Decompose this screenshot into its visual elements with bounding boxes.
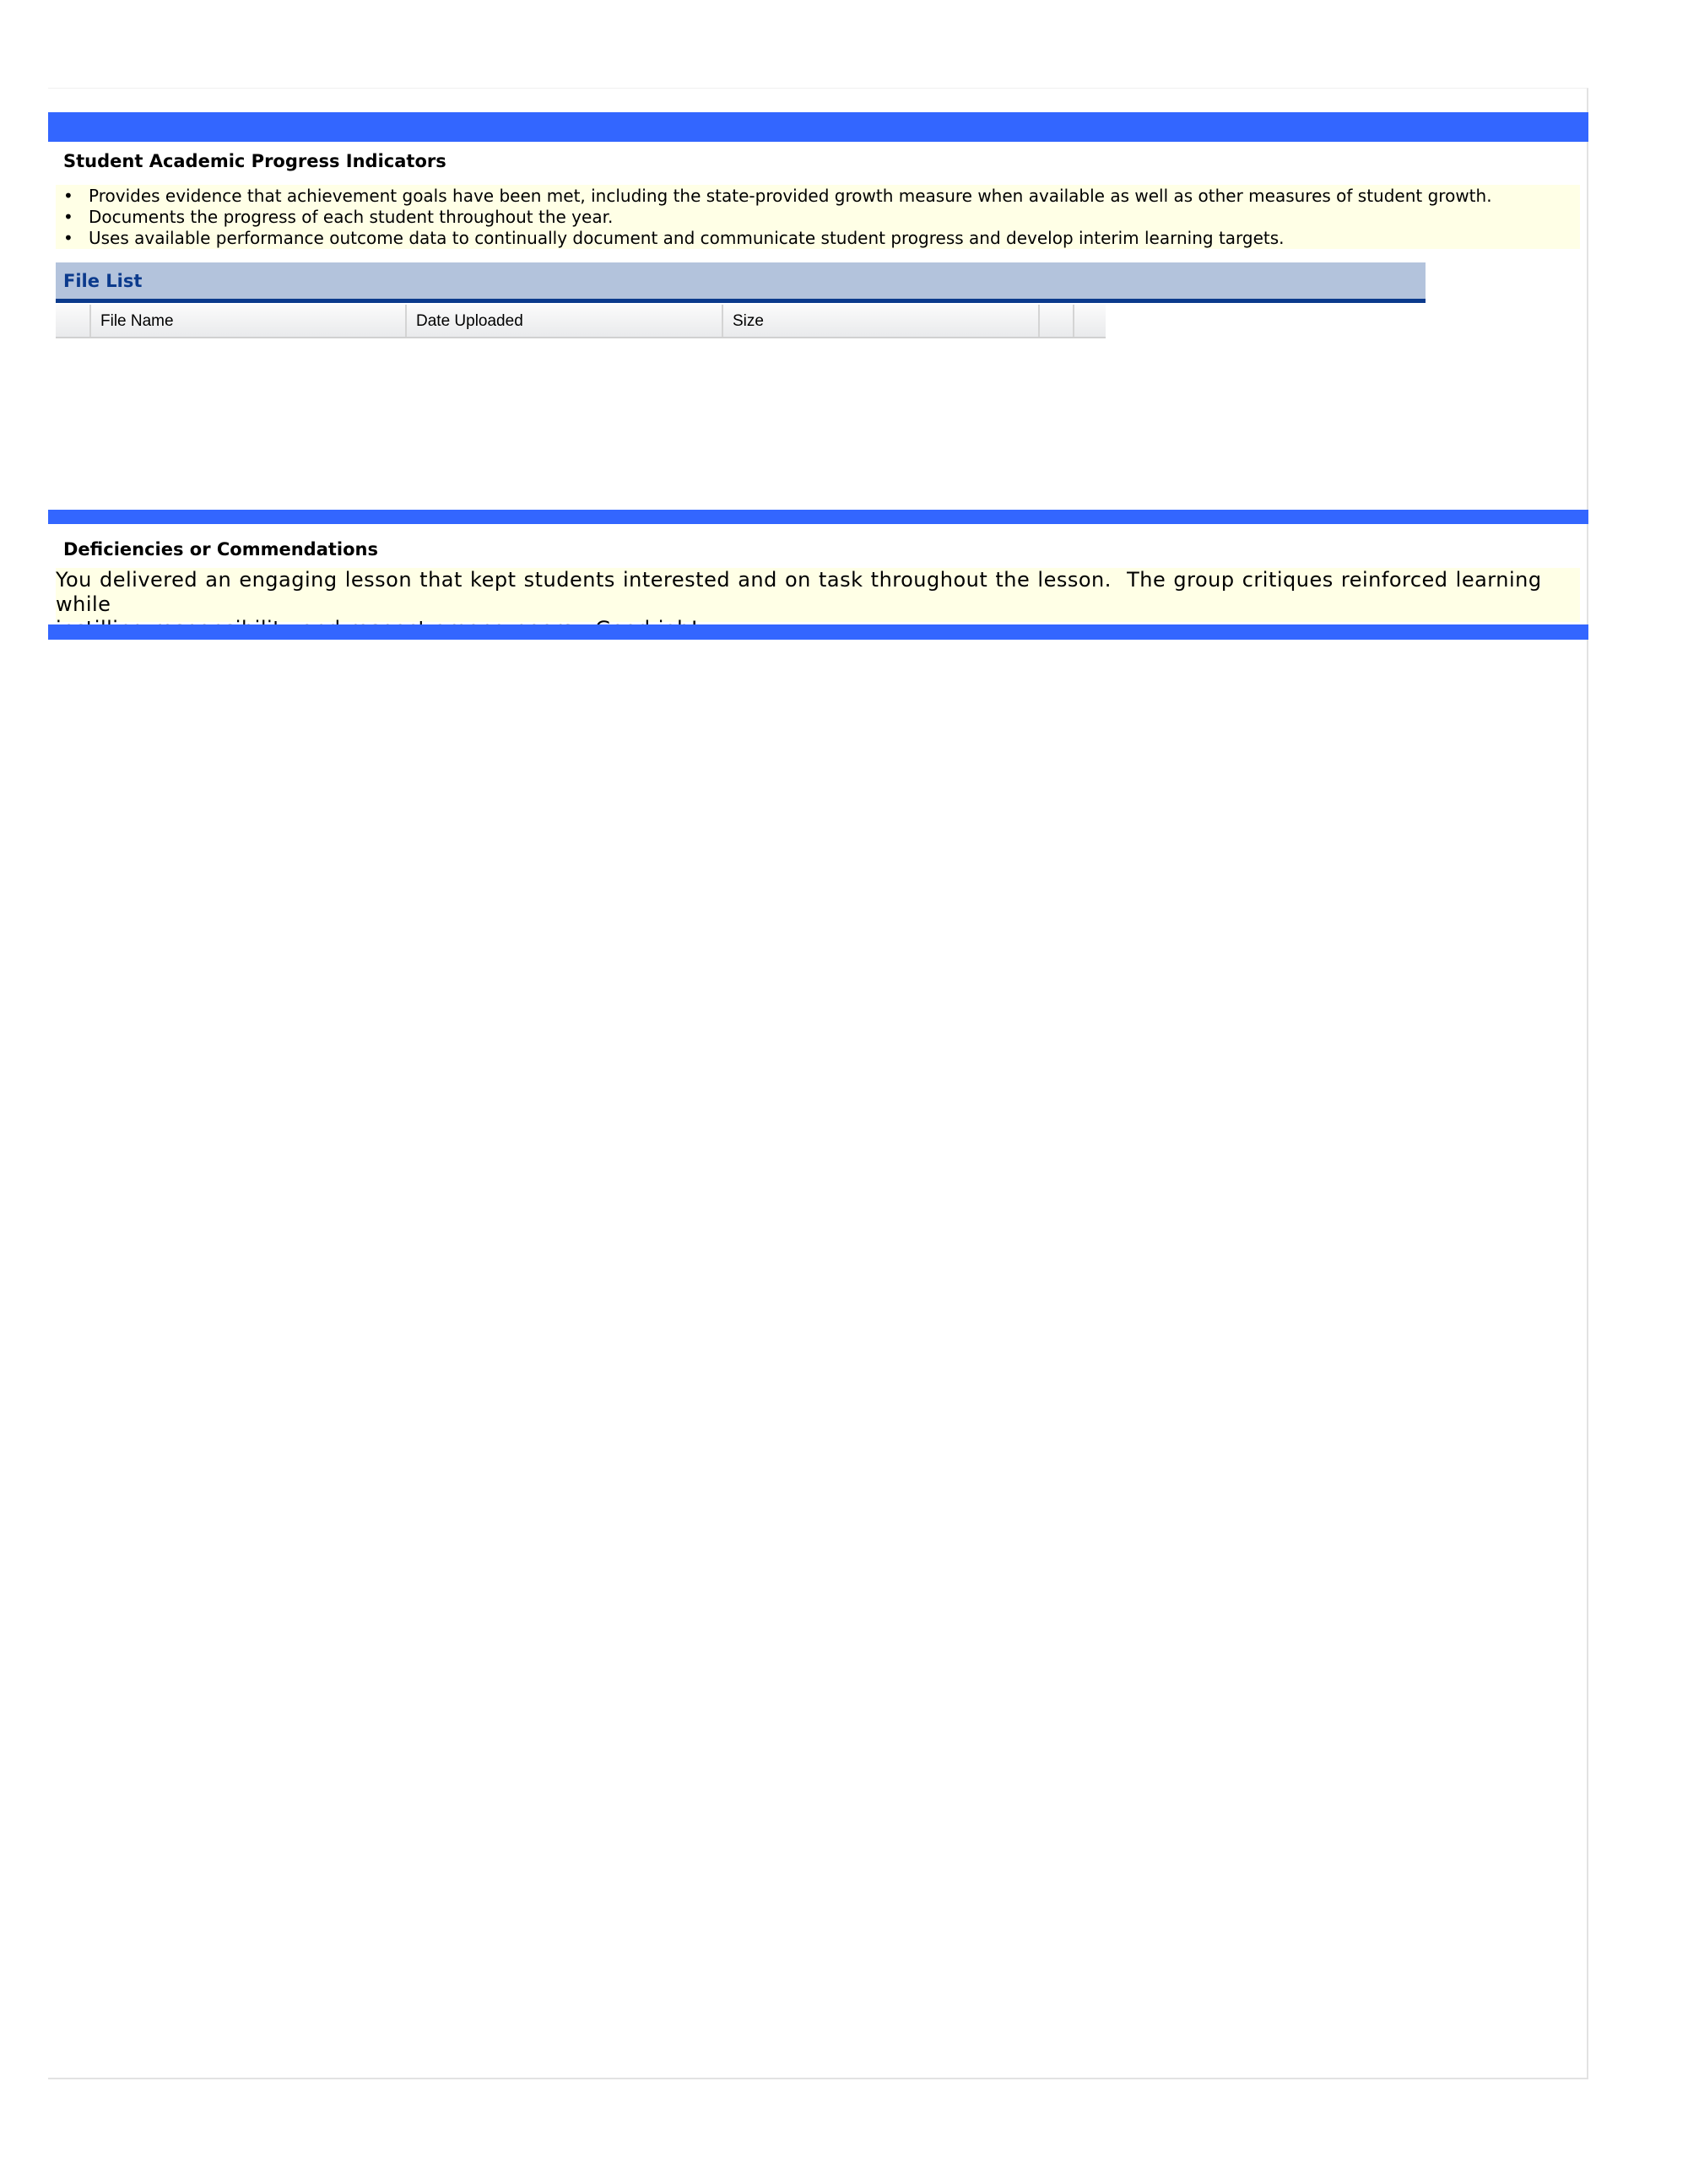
- list-item: [56, 186, 1492, 207]
- file-table-header-row: [56, 305, 1106, 338]
- list-item: [56, 207, 1492, 228]
- deficiencies-commendations-title: Deficiencies or Commendations: [63, 539, 378, 560]
- file-list-header: [56, 262, 1426, 303]
- action-column-header[interactable]: [1074, 305, 1106, 337]
- column-header-file-name[interactable]: [91, 305, 407, 337]
- section-divider-bar: [48, 112, 1588, 142]
- column-header-label: File Name: [100, 312, 174, 330]
- comments-line: You delivered an engaging lesson that kept students interested and on task throughout the lesson. The group critiques reinforced learning while: [56, 568, 1550, 616]
- select-column-header[interactable]: [56, 305, 91, 337]
- column-header-date-uploaded[interactable]: [407, 305, 723, 337]
- indicator-text: Documents the progress of each student throughout the year.: [89, 207, 614, 227]
- section-divider-bar: [48, 510, 1588, 524]
- bullet: •: [63, 186, 73, 206]
- column-header-label: Date Uploaded: [416, 312, 523, 330]
- progress-indicators-list: [56, 186, 1492, 249]
- bullet: •: [63, 228, 73, 248]
- file-list-title: File List: [63, 271, 143, 291]
- indicator-text: Uses available performance outcome data to continually document and communicate student progress and develop interim learning targets.: [89, 228, 1285, 248]
- column-header-size[interactable]: [723, 305, 1040, 337]
- progress-indicators-box: [56, 185, 1580, 249]
- page-frame: [48, 88, 1588, 2079]
- column-header-label: Size: [733, 312, 764, 330]
- action-column-header[interactable]: [1040, 305, 1074, 337]
- bullet: •: [63, 207, 73, 227]
- progress-indicators-title: Student Academic Progress Indicators: [63, 151, 446, 171]
- indicator-text: Provides evidence that achievement goals have been met, including the state-provided growth measure when available as well as other measures of student growth.: [89, 186, 1492, 206]
- comments-box: [56, 568, 1580, 622]
- section-divider-bar: [48, 624, 1588, 640]
- list-item: [56, 228, 1492, 249]
